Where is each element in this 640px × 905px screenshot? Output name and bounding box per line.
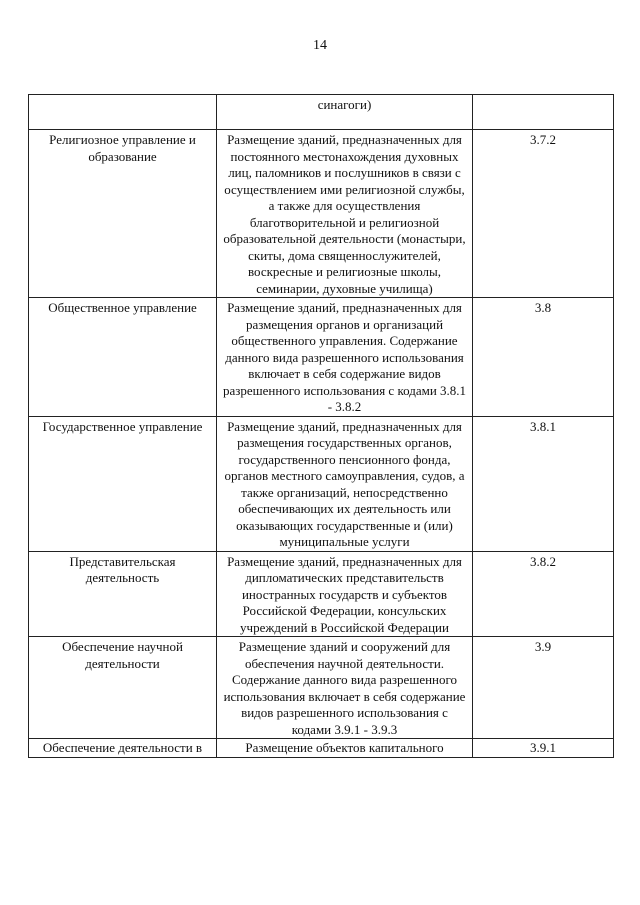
table-row (29, 551, 614, 637)
page-number: 14 (313, 38, 327, 53)
use-name-cell: Государственное управление (29, 416, 217, 551)
use-code-cell: 3.9 (473, 637, 614, 739)
use-code-cell: 3.8.1 (473, 416, 614, 551)
table-row (29, 298, 614, 417)
use-description-cell: Размещение зданий, предназначенных для постоянного местонахождения духовных лиц, паломников и послушников в связи с осуществлением ими религиозной службы, а также для осуществления благотворительной и религиозной образовательной деятельности (монастыри, скиты, дома священнослужителей, воскресные и религиозные школы, семинарии, духовные училища) (217, 130, 473, 298)
use-description-cell: Размещение зданий, предназначенных для размещения органов и организаций общественного управления. Содержание данного вида разрешенного использования включает в себя содержание видов разрешенного использования с кодами 3.8.1 - 3.8.2 (217, 298, 473, 417)
use-description-cell: Размещение зданий, предназначенных для дипломатических представительств иностранных государств и субъектов Российской Федерации, консульских учреждений в Российской Федерации (217, 551, 473, 637)
use-code-cell (473, 95, 614, 130)
table-row (29, 416, 614, 551)
use-code-cell: 3.9.1 (473, 739, 614, 758)
table-row (29, 95, 614, 130)
land-use-table (28, 94, 614, 758)
use-name-cell (29, 95, 217, 130)
use-code-cell: 3.7.2 (473, 130, 614, 298)
table-row (29, 130, 614, 298)
use-code-cell: 3.8.2 (473, 551, 614, 637)
use-description-cell: Размещение объектов капитального (217, 739, 473, 758)
table-row (29, 637, 614, 739)
use-description-cell: Размещение зданий и сооружений для обеспечения научной деятельности. Содержание данного вида разрешенного использования включает в себя содержание видов разрешенного использования с кодами 3.9.1 - 3.9.3 (217, 637, 473, 739)
use-name-cell: Религиозное управление и образование (29, 130, 217, 298)
use-code-cell: 3.8 (473, 298, 614, 417)
use-description-cell: синагоги) (217, 95, 473, 130)
use-name-cell: Представительская деятельность (29, 551, 217, 637)
use-name-cell: Обеспечение деятельности в (29, 739, 217, 758)
use-name-cell: Общественное управление (29, 298, 217, 417)
use-name-cell: Обеспечение научной деятельности (29, 637, 217, 739)
table-row (29, 739, 614, 758)
use-description-cell: Размещение зданий, предназначенных для размещения государственных органов, государственного пенсионного фонда, органов местного самоуправления, судов, а также организаций, непосредственно обеспечивающих их деятельность или оказывающих государственные и (или) муниципальные услуги (217, 416, 473, 551)
